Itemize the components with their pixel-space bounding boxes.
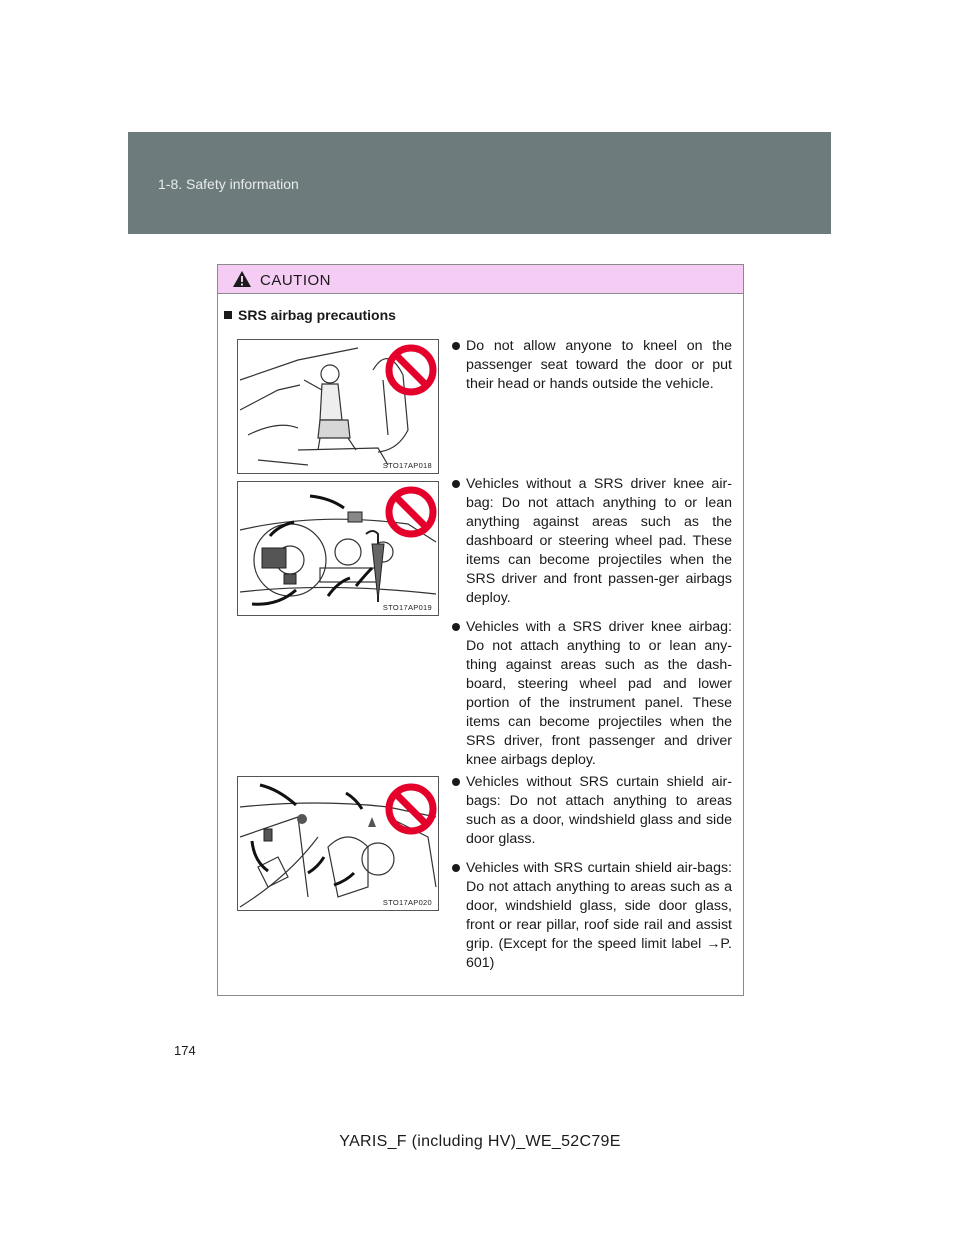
bullet-item [452, 337, 732, 394]
bullet-item [452, 618, 732, 770]
caution-label: CAUTION [260, 272, 331, 289]
document-footer: YARIS_F (including HV)_WE_52C79E [339, 1133, 621, 1150]
srs-section-title [224, 307, 396, 323]
figure-cabin-interior [237, 776, 439, 911]
bullet-text: Do not allow anyone to kneel on the passenger seat toward the door or put their head or hands outside the vehicle. [466, 338, 732, 392]
bullet-group-1 [452, 337, 732, 404]
caution-box [217, 264, 744, 996]
figure-kneeling-passenger [237, 339, 439, 474]
warning-triangle-icon [232, 270, 252, 288]
srs-section-title-text: SRS airbag precautions [238, 307, 396, 323]
figure-code: STO17AP019 [382, 603, 432, 612]
bullet-text: Vehicles without a SRS driver knee air-bag: Do not attach anything to or lean anything against areas such as the dashboard or steering wheel pad. These items can become projectiles when the SRS driver and front passen-ger airbags deploy. [466, 476, 732, 606]
figure-code: STO17AP018 [382, 461, 432, 470]
caution-header [218, 265, 743, 294]
bullet-item [452, 773, 732, 849]
bullet-dot-icon [452, 623, 460, 631]
bullet-item [452, 859, 732, 973]
figure-dashboard-items [237, 481, 439, 616]
bullet-dot-icon [452, 778, 460, 786]
bullet-dot-icon [452, 342, 460, 350]
page-number: 174 [174, 1043, 196, 1058]
kneeling-person-icon [304, 365, 356, 450]
bullet-group-2 [452, 475, 732, 780]
section-title-header: 1-8. Safety information [158, 176, 299, 192]
no-entry-icon [389, 490, 433, 534]
bullet-text: Vehicles with SRS curtain shield air-bags: Do not attach anything to areas such as a door, windshield glass, side door glass, front or rear pillar, roof side rail and assist grip. (Except for the speed limit label →P. 601) [466, 860, 732, 971]
bullet-dot-icon [452, 864, 460, 872]
bullet-group-3 [452, 773, 732, 983]
figure-code: STO17AP020 [382, 898, 432, 907]
no-entry-icon [389, 348, 433, 392]
bullet-dot-icon [452, 480, 460, 488]
square-bullet-icon [224, 311, 232, 319]
bullet-text: Vehicles without SRS curtain shield air-bags: Do not attach anything to areas such as a door, windshield glass and side door glass. [466, 774, 732, 847]
bullet-item [452, 475, 732, 608]
bullet-text: Vehicles with a SRS driver knee airbag: Do not attach anything to or lean any-thing against areas such as the dash-board, steering wheel pad and lower portion of the instrument panel. These items can become projectiles when the SRS driver, front passenger and driver knee airbags deploy. [466, 619, 732, 768]
section-header [128, 132, 831, 234]
